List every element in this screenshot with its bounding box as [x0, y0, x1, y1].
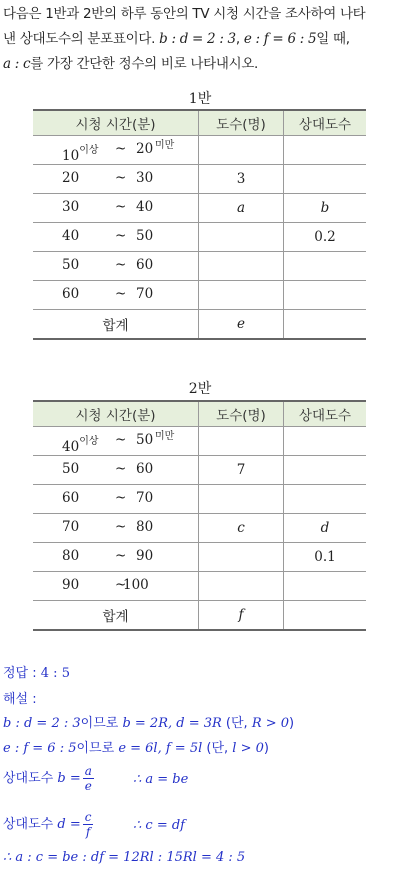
- above-tag: 이상: [79, 145, 99, 156]
- tilde: ~: [115, 286, 127, 302]
- table1-caption: 1반: [188, 91, 212, 107]
- range-high: 20: [136, 141, 154, 157]
- table1-range-cell: [33, 194, 199, 223]
- table1-range-cell: [33, 281, 199, 310]
- problem-line-2: 낸 상대도수의 분포표이다. b : d = 2 : 3, e : f = 6 : 5일 때,: [3, 31, 350, 47]
- range-low: 20: [62, 170, 80, 186]
- tilde: ~: [115, 548, 127, 564]
- table2-rel-cell: [284, 456, 367, 485]
- table1-row: [33, 223, 366, 252]
- table2-rel-cell: d: [284, 514, 367, 543]
- table2-row: [33, 514, 366, 543]
- range-high: 30: [136, 170, 154, 186]
- explanation-line-4: 상대도수 d = $\frac{c}{f}$ ∴ c = df: [3, 810, 185, 839]
- range-high: 90: [136, 548, 154, 564]
- below-tag: 미만: [155, 431, 175, 442]
- range-high: 60: [136, 257, 154, 273]
- table2-freq-cell: [199, 485, 284, 514]
- table2-range-cell: [33, 485, 199, 514]
- table1-row: [33, 136, 366, 165]
- table2-rel-cell: [284, 485, 367, 514]
- table1-range-cell: [33, 223, 199, 252]
- table2-header-row: [33, 401, 366, 427]
- table2-rel-cell: 0.1: [284, 543, 367, 572]
- table2-freq-cell: [199, 572, 284, 601]
- range-low: 10: [62, 148, 80, 164]
- table2-row: [33, 572, 366, 601]
- table1-row: [33, 165, 366, 194]
- table2-freq-cell: [199, 543, 284, 572]
- range-low: 40: [62, 439, 80, 455]
- table1-freq-cell: [199, 223, 284, 252]
- range-low: 90: [62, 577, 80, 593]
- tilde: ~: [115, 228, 127, 244]
- table1-total-label: 합계: [33, 310, 199, 340]
- table2-range-cell: [33, 456, 199, 485]
- table1-header-time: 시청 시간(분): [33, 110, 199, 136]
- table1-range-cell: [33, 252, 199, 281]
- table1-row: [33, 194, 366, 223]
- below-tag: 미만: [155, 140, 175, 151]
- above-tag: 이상: [79, 436, 99, 447]
- explanation-line-5: ∴ a : c = be : df = 12Rl : 15Rl = 4 : 5: [3, 850, 246, 865]
- table1-freq-cell: 3: [199, 165, 284, 194]
- table1-rel-cell: [284, 252, 367, 281]
- tilde: ~: [115, 461, 127, 477]
- table2-header-time: 시청 시간(분): [33, 401, 199, 427]
- table2-row: [33, 456, 366, 485]
- table1-total-row: [33, 310, 366, 340]
- table2-freq-cell: [199, 427, 284, 456]
- range-low: 40: [62, 228, 80, 244]
- range-high: 100: [123, 577, 149, 593]
- range-low: 80: [62, 548, 80, 564]
- table2-range-cell: [33, 572, 199, 601]
- range-high: 50: [136, 432, 154, 448]
- range-low: 60: [62, 490, 80, 506]
- table1-freq-cell: [199, 136, 284, 165]
- table1-rel-cell: [284, 165, 367, 194]
- range-high: 50: [136, 228, 154, 244]
- table2-row: [33, 543, 366, 572]
- table2-total-row: [33, 601, 366, 631]
- range-high: 70: [136, 490, 154, 506]
- explanation-line-1: b : d = 2 : 3이므로 b = 2R, d = 3R (단, R > 0): [3, 716, 295, 731]
- tilde: ~: [115, 490, 127, 506]
- problem-line-1: 다음은 1반과 2반의 하루 동안의 TV 시청 시간을 조사하여 나타: [3, 6, 366, 22]
- table1-row: [33, 281, 366, 310]
- range-low: 50: [62, 461, 80, 477]
- explanation-label: 해설 :: [3, 692, 37, 707]
- table1: [33, 109, 366, 340]
- range-low: 60: [62, 286, 80, 302]
- tilde: ~: [115, 141, 127, 157]
- range-high: 40: [136, 199, 154, 215]
- answer-line: 정답 : 4 : 5: [3, 666, 70, 681]
- range-low: 70: [62, 519, 80, 535]
- range-low: 50: [62, 257, 80, 273]
- explanation-line-3: 상대도수 b = $\frac{a}{e}$ ∴ a = be: [3, 764, 189, 793]
- table1-rel-cell: b: [284, 194, 367, 223]
- table2-freq-cell: 7: [199, 456, 284, 485]
- tilde: ~: [115, 257, 127, 273]
- table2-range-cell: [33, 514, 199, 543]
- problem-statement: [3, 2, 397, 77]
- explanation-line-2: e : f = 6 : 5이므로 e = 6l, f = 5l (단, l > 0): [3, 741, 269, 756]
- table1-range-cell: [33, 136, 199, 165]
- range-high: 70: [136, 286, 154, 302]
- table1-header-freq: 도수(명): [199, 110, 284, 136]
- table1-freq-cell: a: [199, 194, 284, 223]
- table2: [33, 400, 366, 631]
- table1-total-freq: e: [199, 310, 284, 340]
- table2-range-cell: [33, 427, 199, 456]
- range-low: 30: [62, 199, 80, 215]
- table2-row: [33, 485, 366, 514]
- table1-rel-cell: [284, 281, 367, 310]
- table2-freq-cell: c: [199, 514, 284, 543]
- table2-total-freq: f: [199, 601, 284, 631]
- problem-line-3: a : c를 가장 간단한 정수의 비로 나타내시오.: [3, 56, 259, 72]
- table2-total-label: 합계: [33, 601, 199, 631]
- table1-rel-cell: [284, 136, 367, 165]
- range-high: 60: [136, 461, 154, 477]
- table2-row: [33, 427, 366, 456]
- fraction-a-over-e: $\frac{a}{e}$: [84, 764, 92, 793]
- tilde: ~: [115, 577, 127, 593]
- table1-freq-cell: [199, 281, 284, 310]
- table2-rel-cell: [284, 427, 367, 456]
- tilde: ~: [115, 199, 127, 215]
- table2-range-cell: [33, 543, 199, 572]
- table1-header-row: [33, 110, 366, 136]
- table1-header-rel: 상대도수: [284, 110, 367, 136]
- tilde: ~: [115, 519, 127, 535]
- table2-caption: 2반: [188, 381, 212, 397]
- table2-header-rel: 상대도수: [284, 401, 367, 427]
- table1-range-cell: [33, 165, 199, 194]
- table1-rel-cell: 0.2: [284, 223, 367, 252]
- table1-freq-cell: [199, 252, 284, 281]
- table2-total-rel: [284, 601, 367, 631]
- tilde: ~: [115, 432, 127, 448]
- table1-row: [33, 252, 366, 281]
- range-high: 80: [136, 519, 154, 535]
- tilde: ~: [115, 170, 127, 186]
- table1-total-rel: [284, 310, 367, 340]
- fraction-c-over-f: $\frac{c}{f}$: [84, 810, 92, 839]
- answer-value: 4 : 5: [40, 666, 70, 681]
- table2-header-freq: 도수(명): [199, 401, 284, 427]
- table2-rel-cell: [284, 572, 367, 601]
